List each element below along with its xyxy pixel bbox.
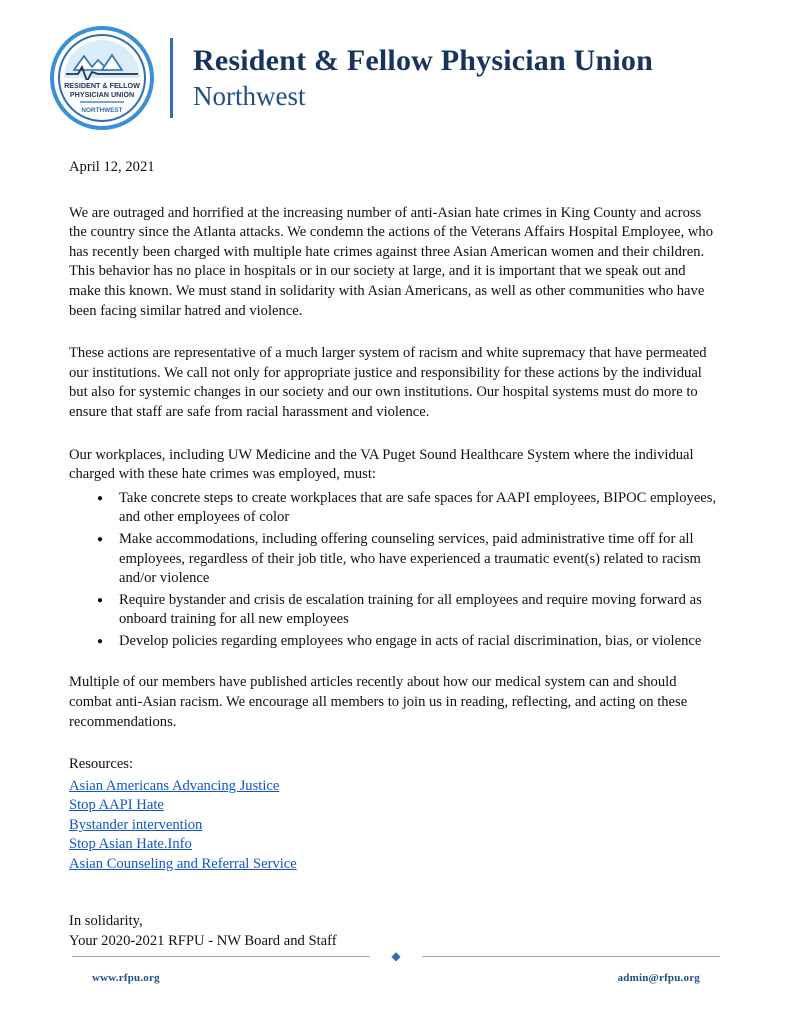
footer-contacts: [72, 972, 720, 984]
svg-text:RESIDENT & FELLOW: RESIDENT & FELLOW: [64, 81, 140, 90]
letter-body: [0, 130, 792, 952]
organization-subtitle: Northwest: [193, 81, 306, 111]
footer-website[interactable]: www.rfpu.org: [92, 972, 160, 984]
resource-link-bystander-intervention[interactable]: Bystander intervention: [69, 816, 203, 833]
closing-paragraph: Multiple of our members have published articles recently about how our medical system can and should combat anti-Asian racism. We encourage all members to join us in reading, reflecting, and acting on these recommendations.: [69, 674, 688, 730]
footer-rule-right: [422, 956, 720, 957]
signoff: [69, 912, 720, 951]
header-title-block: [173, 44, 653, 112]
svg-text:NORTHWEST: NORTHWEST: [81, 107, 123, 114]
paragraph-2: These actions are representative of a much larger system of racism and white supremacy that have permeated our institutions. We call not only for appropriate justice and responsibility for these actions by the individual but also for systemic changes in our society and our own institutions. Our hospital systems must do more to ensure that staff are safe from racial harassment and violence.: [69, 345, 707, 420]
organization-title: Resident & Fellow Physician Union: [193, 44, 653, 77]
footer-divider: [72, 950, 720, 962]
list-item: ● Take concrete steps to create workplaces that are safe spaces for AAPI employees, BIPOC employees, and other employees of color: [97, 489, 720, 528]
signoff-line-2: Your 2020-2021 RFPU - NW Board and Staff: [69, 932, 337, 949]
demands-intro: Our workplaces, including UW Medicine and the VA Puget Sound Healthcare System where the individual charged with these hate crimes was employed, must:: [69, 446, 694, 483]
footer-rule-left: [72, 956, 370, 957]
organization-logo: [50, 26, 154, 130]
resource-link-stop-aapi-hate[interactable]: Stop AAPI Hate: [69, 797, 164, 814]
resource-link-asian-counseling-and-referral-service[interactable]: Asian Counseling and Referral Service: [69, 855, 297, 872]
list-item: ● Require bystander and crisis de escalation training for all employees and require moving forward as onboard training for all new employees: [97, 591, 720, 630]
svg-text:PHYSICIAN UNION: PHYSICIAN UNION: [69, 90, 135, 99]
signoff-line-1: In solidarity,: [69, 913, 143, 930]
resource-link-stop-asian-hate-info[interactable]: Stop Asian Hate.Info: [69, 836, 192, 853]
letter-date: April 12, 2021: [69, 159, 155, 175]
letterhead: [0, 0, 792, 130]
list-item: ● Make accommodations, including offering counseling services, paid administrative time off for all employees, regardless of their job title, who have experienced a traumatic event(s) related to racism and/or violence: [97, 530, 720, 589]
paragraph-1: We are outraged and horrified at the increasing number of anti-Asian hate crimes in King County and across the country since the Atlanta attacks. We condemn the actions of the Veterans Affairs Hospital Employee, who has recently been charged with multiple hate crimes against three Asian American women and their children. This behavior has no place in hospitals or in our society at large, and it is important that we speak out and make this known. We must stand in solidarity with Asian Americans, as well as other communities who have been facing similar hatred and violence.: [69, 204, 714, 319]
resources-heading: Resources:: [69, 756, 134, 773]
diamond-divider-icon: ◆: [391, 949, 401, 963]
demands-list: [69, 489, 720, 652]
resource-link-asian-americans-advancing-justice[interactable]: Asian Americans Advancing Justice: [69, 777, 280, 794]
list-item: ● Develop policies regarding employees who engage in acts of racial discrimination, bias, or violence: [97, 632, 720, 652]
footer-email[interactable]: admin@rfpu.org: [617, 972, 700, 984]
letter-footer: [0, 950, 792, 984]
